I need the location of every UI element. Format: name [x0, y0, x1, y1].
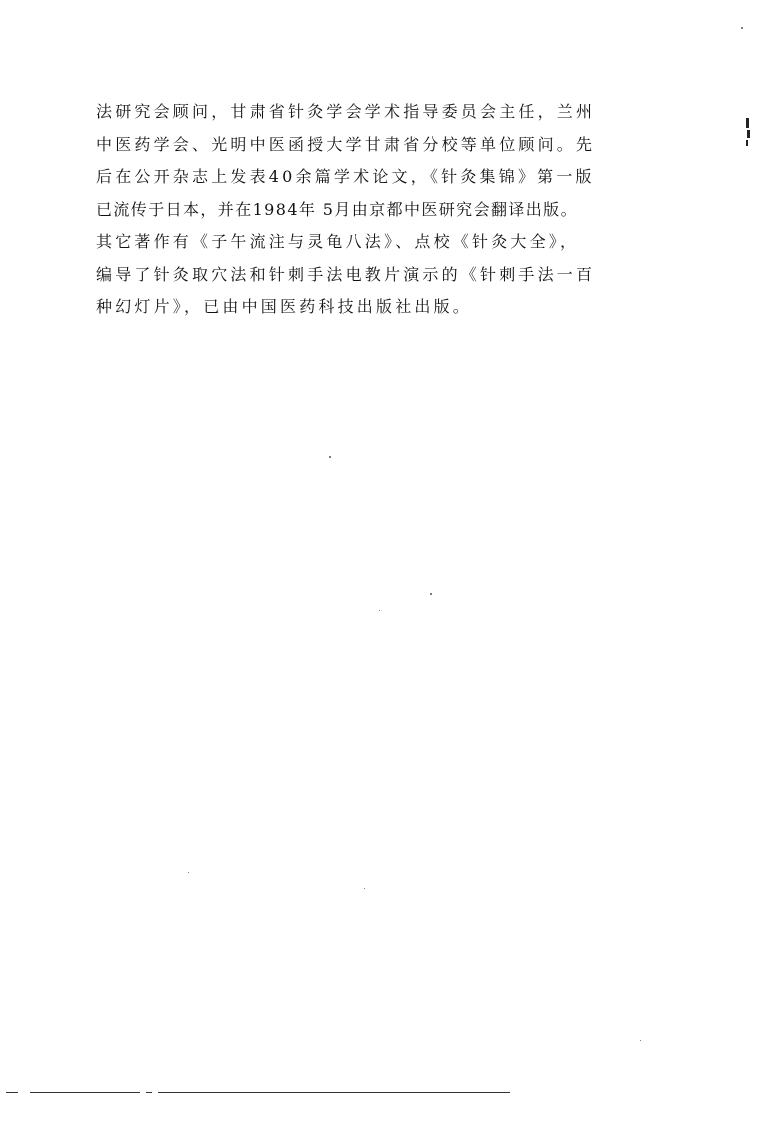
scan-speck — [364, 888, 365, 889]
scan-speck — [430, 593, 432, 595]
paragraph-line-3: 后在公开杂志上发表40余篇学术论文，《针灸集锦》第一版 — [96, 167, 595, 186]
paragraph-line-5: 其它著作有《子午流注与灵龟八法》、点校《针灸大全》， — [96, 232, 580, 251]
scan-bottom-rule — [146, 1092, 152, 1093]
paragraph-line-4: 已流传于日本，并在1984年 5月由京都中医研究会翻译出版。 — [96, 199, 578, 219]
body-paragraph — [96, 104, 656, 332]
paragraph-line-1: 法研究会顾问，甘肃省针灸学会学术指导委员会主任，兰州 — [96, 102, 596, 121]
scan-speck — [188, 872, 189, 873]
scan-bottom-rule — [30, 1092, 140, 1093]
scan-speck — [640, 1040, 641, 1041]
scan-speck — [741, 27, 743, 29]
paragraph-line-6: 编导了针灸取穴法和针刺手法电教片演示的《针刺手法一百 — [96, 264, 596, 284]
paragraph-line-7: 种幻灯片》，已由中国医药科技出版社出版。 — [96, 297, 473, 316]
scan-bottom-rule — [158, 1092, 510, 1093]
scan-speck — [379, 610, 380, 611]
scan-speck — [329, 456, 331, 458]
scan-edge-mark — [746, 118, 750, 148]
scan-bottom-rule — [6, 1092, 18, 1093]
paragraph-line-2: 中医药学会、光明中医函授大学甘肃省分校等单位顾问。先 — [96, 134, 596, 154]
